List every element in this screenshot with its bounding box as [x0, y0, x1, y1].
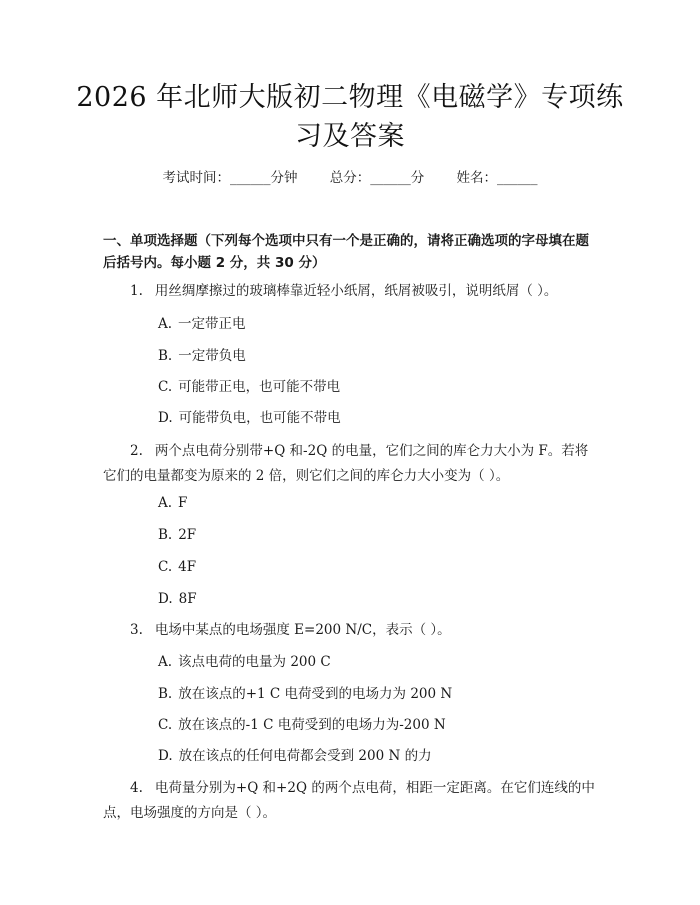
question-4	[103, 776, 600, 826]
option-text: 8F	[178, 591, 197, 607]
exam-meta	[0, 168, 700, 188]
question-3-option-a	[158, 652, 331, 672]
option-text: 一定带负电	[178, 348, 246, 364]
question-2	[103, 439, 600, 489]
page-title-line-2: 习及答案	[295, 121, 405, 152]
question-text: 电荷量分别为+Q 和+2Q 的两个点电荷，相距一定距离。在它们连线的中点，电场强度的方向是（ ）。	[103, 780, 595, 821]
option-letter: B.	[158, 348, 173, 364]
question-2-option-d	[158, 589, 197, 609]
option-text: 该点电荷的电量为 200 C	[178, 654, 331, 670]
section-heading-single-choice: 一、单项选择题（下列每个选项中只有一个是正确的，请将正确选项的字母填在题后括号内。每小题 2 分，共 30 分）	[103, 233, 589, 271]
option-text: 放在该点的+1 C 电荷受到的电场力为 200 N	[178, 686, 453, 702]
option-letter: C.	[158, 559, 173, 575]
question-2-option-c	[158, 557, 196, 577]
option-text: 2F	[178, 527, 197, 543]
question-1-option-d	[158, 408, 341, 428]
option-text: 4F	[178, 559, 197, 575]
total-score-field: 总分：______分	[329, 170, 425, 186]
student-name-field: 姓名：______	[456, 170, 538, 186]
question-text: 两个点电荷分别带+Q 和-2Q 的电量，它们之间的库仑力大小为 F。若将它们的电量都变为原来的 2 倍，则它们之间的库仑力大小变为（ ）。	[103, 443, 589, 484]
option-text: 放在该点的-1 C 电荷受到的电场力为-200 N	[178, 717, 446, 733]
option-text: 可能带负电，也可能不带电	[178, 410, 341, 426]
option-text: 放在该点的任何电荷都会受到 200 N 的力	[178, 748, 432, 764]
question-number: 3.	[130, 622, 143, 638]
option-text: F	[178, 495, 188, 511]
question-number: 4.	[130, 780, 143, 796]
question-3-option-d	[158, 746, 432, 766]
page-title-line-1: 2026 年北师大版初二物理《电磁学》专项练	[76, 82, 624, 113]
option-letter: A.	[158, 654, 173, 670]
question-3-option-b	[158, 684, 452, 704]
option-letter: D.	[158, 410, 173, 426]
option-letter: D.	[158, 748, 173, 764]
option-text: 一定带正电	[178, 316, 246, 332]
question-3-option-c	[158, 715, 446, 735]
option-letter: A.	[158, 316, 173, 332]
exam-time-field: 考试时间：______分钟	[162, 170, 298, 186]
question-number: 1.	[130, 283, 143, 299]
question-1-option-a	[158, 314, 246, 334]
question-2-option-a	[158, 493, 187, 513]
question-1	[103, 279, 600, 304]
option-letter: D.	[158, 591, 173, 607]
question-1-option-b	[158, 346, 246, 366]
question-number: 2.	[130, 443, 143, 459]
question-text: 用丝绸摩擦过的玻璃棒靠近轻小纸屑，纸屑被吸引，说明纸屑（ ）。	[154, 283, 558, 299]
option-letter: C.	[158, 379, 173, 395]
option-letter: B.	[158, 686, 173, 702]
option-letter: B.	[158, 527, 173, 543]
option-letter: A.	[158, 495, 173, 511]
question-3	[103, 618, 600, 643]
question-1-option-c	[158, 377, 340, 397]
option-letter: C.	[158, 717, 173, 733]
question-text: 电场中某点的电场强度 E=200 N/C，表示（ ）。	[154, 622, 451, 638]
question-2-option-b	[158, 525, 196, 545]
option-text: 可能带正电，也可能不带电	[178, 379, 341, 395]
